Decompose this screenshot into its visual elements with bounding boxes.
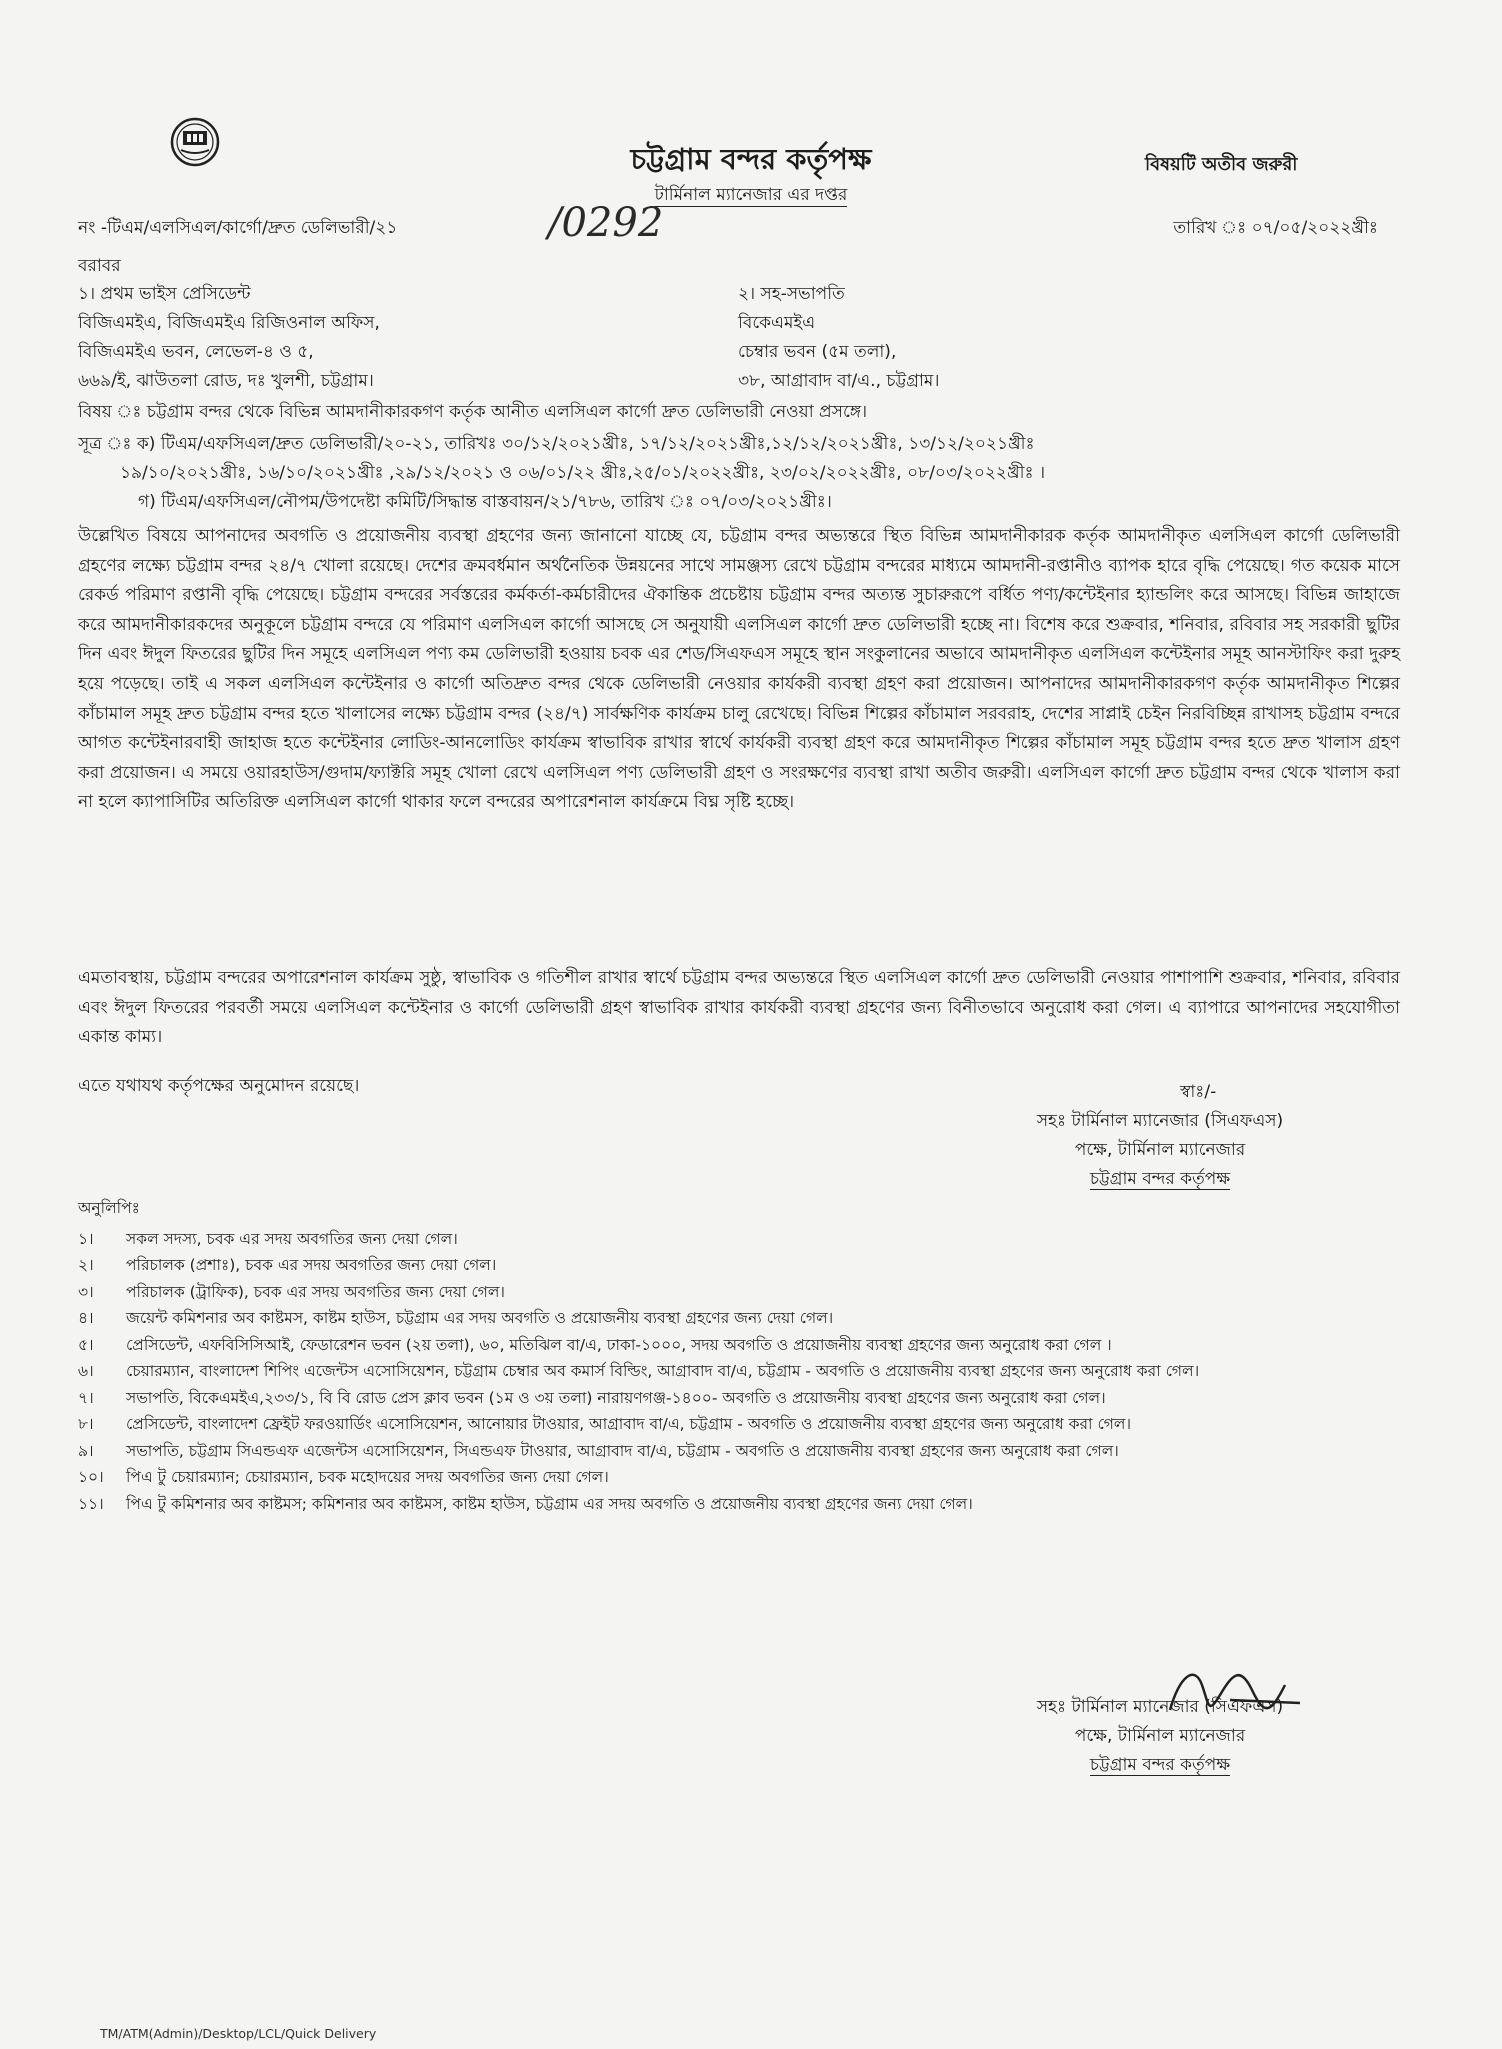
- signatory-organization: চট্টগ্রাম বন্দর কর্তৃপক্ষ: [1089, 1169, 1231, 1189]
- reference-a: সূত্র ঃ ক) টিএম/এফসিএল/দ্রুত ডেলিভারী/২০-২১, তারিখঃ ৩০/১২/২০২১খ্রীঃ, ১৭/১২/২০২১খ্রীঃ,১২/১২/২০২১খ্রীঃ, ১৩/১২/২০২১খ্রীঃ: [78, 434, 1035, 454]
- subject-line: বিষয় ঃ চট্টগ্রাম বন্দর থেকে বিভিন্ন আমদানীকারকগণ কর্তৃক আনীত এলসিএল কার্গো দ্রুত ডেলিভারী নেওয়া প্রসঙ্গে।: [78, 402, 868, 422]
- signatory-on-behalf: পক্ষে, টার্মিনাল ম্যানেজার: [1074, 1726, 1246, 1746]
- list-item: ১১। পিএ টু কমিশনার অব কাষ্টমস; কমিশনার অব কাষ্টমস, কাষ্টম হাউস, চট্টগ্রাম এর সদয় অবগতি ও প্রয়োজনীয় ব্যবস্থা গ্রহণের জন্য দেয়া গেল।: [78, 1494, 973, 1513]
- list-item: ৪। জয়েন্ট কমিশনার অব কাষ্টমস, কাষ্টম হাউস, চট্টগ্রাম এর সদয় অবগতি ও প্রয়োজনীয় ব্যবস্থা গ্রহণের জন্য দেয়া গেল।: [78, 1309, 834, 1327]
- list-item: ৮। প্রেসিডেন্ট, বাংলাদেশ ফ্রেইট ফরওয়ার্ডিং এসোসিয়েশন, আনোয়ার টাওয়ার, আগ্রাবাদ বা/এ, চট্টগ্রাম - অবগতি ও প্রয়োজনীয় ব্যবস্থা গ্রহণের জন্য অনুরোধ করা গেল।: [78, 1415, 1132, 1433]
- recipient-line: ১। প্রথম ভাইস প্রেসিডেন্ট: [78, 284, 251, 304]
- file-path-footer: TM/ATM(Admin)/Desktop/LCL/Quick Delivery: [100, 2026, 377, 2041]
- list-item: ৭। সভাপতি, বিকেএমইএ,২৩৩/১, বি বি রোড প্রেস ক্লাব ভবন (১ম ও ৩য় তলা) নারায়ণগঞ্জ-১৪০০- অবগতি ও প্রয়োজনীয় ব্যবস্থা গ্রহণের জন্য অনুরোধ করা গেল।: [78, 1388, 1106, 1407]
- list-item: ৯। সভাপতি, চট্টগ্রাম সিএন্ডএফ এজেন্টস এসোসিয়েশন, সিএন্ডএফ টাওয়ার, আগ্রাবাদ বা/এ, চট্টগ্রাম - অবগতি ও প্রয়োজনীয় ব্যবস্থা গ্রহণের জন্য অনুরোধ করা গেল।: [78, 1441, 1119, 1460]
- recipient-block-2: [738, 280, 939, 396]
- list-item: ১। সকল সদস্য, চবক এর সদয় অবগতির জন্য দেয়া গেল।: [78, 1229, 458, 1248]
- recipient-line: ৩৮, আগ্রাবাদ বা/এ., চট্টগ্রাম।: [738, 371, 940, 391]
- page-title: চট্টগ্রাম বন্দর কর্তৃপক্ষ: [630, 142, 872, 176]
- handwritten-memo-number: /0292: [548, 200, 664, 246]
- list-item: ১০। পিএ টু চেয়ারম্যান; চেয়ারম্যান, চবক মহোদয়ের সদয় অবগতির জন্য দেয়া গেল।: [78, 1468, 609, 1486]
- list-item: ২। পরিচালক (প্রশাঃ), চবক এর সদয় অবগতির জন্য দেয়া গেল।: [78, 1256, 497, 1274]
- signed-mark: স্বাঃ/-: [1180, 1082, 1217, 1102]
- recipient-block-1: [78, 280, 380, 396]
- body-paragraph-1: উল্লেখিত বিষয়ে আপনাদের অবগতি ও প্রয়োজনীয় ব্যবস্থা গ্রহণের জন্য জানানো যাচ্ছে যে, চট্টগ্রাম বন্দর অভ্যন্তরে স্থিত বিভিন্ন আমদানীকারক কর্তৃক আমদানীকৃত এলসিএল কার্গো ডেলিভারী গ্রহণের লক্ষ্যে চট্টগ্রাম বন্দর ২৪/৭ খোলা রয়েছে। দেশের ক্রমবর্ধমান অর্থনৈতিক উন্নয়নের সাথে সামঞ্জস্য রেখে চট্টগ্রাম বন্দরের মাধ্যমে আমদানী-রপ্তানীও ব্যাপক হারে বৃদ্ধি পেয়েছে। গত কয়েক মাসে রেকর্ড পরিমাণ রপ্তানী বৃদ্ধি পেয়েছে। চট্টগ্রাম বন্দরের সর্বস্তরের কর্মকর্তা-কর্মচারীদের ঐকান্তিক প্রচেষ্টায় চট্টগ্রাম বন্দর অত্যন্ত সুচারুরূপে বর্ধিত পণ্য/কন্টেইনার হ্যান্ডলিং করে আসছে। বিভিন্ন জাহাজে করে আমদানীকারকদের অনুকূলে চট্টগ্রাম বন্দরে যে পরিমাণ এলসিএল কার্গো আসছে সে অনুযায়ী এলসিএল কার্গো দ্রুত ডেলিভারী হচ্ছে না। বিশেষ করে শুক্রবার, শনিবার, রবিবার সহ সরকারী ছুটির দিন এবং ঈদুল ফিতরের ছুটির দিন সমূহে এলসিএল পণ্য কম ডেলিভারী হওয়ায় চবক এর শেড/সিএফএস সমূহে স্থান সংকুলানের অভাবে আমদানীকৃত এলসিএল কন্টেইনার সমূহ আনস্টাফিং করা দুরুহ হয়ে পড়েছে। তাই এ সকল এলসিএল কন্টেইনার ও কার্গো অতিদ্রুত বন্দর থেকে ডেলিভারী নেওয়ার কার্যকরী ব্যবস্থা গ্রহণ করা প্রয়োজন। আপনাদের আমদানীকারকগণ কর্তৃক আমদানীকৃত শিল্পের কাঁচামাল সমূহ দ্রুত চট্টগ্রাম বন্দর হতে খালাসের লক্ষ্যে চট্টগ্রাম বন্দর (২৪/৭) সার্বক্ষণিক কার্যক্রম চালু রেখেছে। বিভিন্ন শিল্পের কাঁচামাল সরবরাহ, দেশের সাপ্লাই চেইন নিরবিচ্ছিন্ন রাখাসহ চট্টগ্রাম বন্দরে আগত কন্টেইনারবাহী জাহাজ হতে কন্টেইনার লোডিং-আনলোডিং কার্যক্রম স্বাভাবিক রাখার স্বার্থে কার্যকরী ব্যবস্থা গ্রহণ করে আমদানীকৃত শিল্পের কাঁচামাল সমূহ চট্টগ্রাম বন্দর হতে দ্রুত খালাস গ্রহণ করা প্রয়োজন। এ সময়ে ওয়ারহাউস/গুদাম/ফ্যাক্টরি সমূহ খোলা রেখে এলসিএল পণ্য ডেলিভারী গ্রহণ ও সংরক্ষণের ব্যবস্থা রাখা অতীব জরুরী। এলসিএল কার্গো দ্রুত চট্টগ্রাম বন্দর থেকে খালাস করা না হলে ক্যাপাসিটির অতিরিক্ত এলসিএল কার্গো থাকার ফলে বন্দরের অপারেশনাল কার্যক্রমে বিঘ্ন সৃষ্টি হচ্ছে।: [78, 526, 1400, 813]
- recipient-line: ৬৬৯/ই, ঝাউতলা রোড, দঃ খুলশী, চট্টগ্রাম।: [78, 371, 374, 391]
- recipient-line: চেম্বার ভবন (৫ম তলা),: [738, 342, 897, 362]
- reference-a-continued: ১৯/১০/২০২১খ্রীঃ, ১৬/১০/২০২১খ্রীঃ ,২৯/১২/২০২১ ও ০৬/০১/২২ খ্রীঃ,২৫/০১/২০২২খ্রীঃ, ২৩/০২/২০২২খ্রীঃ, ০৮/০৩/২০২২খ্রীঃ ।: [120, 463, 1046, 483]
- recipient-line: ২। সহ-সভাপতি: [738, 284, 845, 304]
- recipient-line: বিজিএমইএ, বিজিএমইএ রিজিওনাল অফিস,: [78, 313, 380, 333]
- signatory-designation: সহঃ টার্মিনাল ম্যানেজার (সিএফএস): [1036, 1697, 1284, 1717]
- recipient-line: বিকেএমইএ: [738, 313, 816, 333]
- reference-g: গ) টিএম/এফসিএল/নৌপম/উপদেষ্টা কমিটি/সিদ্ধান্ত বাস্তবায়ন/২১/৭৮৬, তারিখ ঃ ০৭/০৩/২০২১খ্রীঃ।: [138, 492, 832, 512]
- copies-heading: অনুলিপিঃ: [78, 1199, 140, 1217]
- signature-block: [950, 1078, 1370, 1194]
- signatory-on-behalf: পক্ষে, টার্মিনাল ম্যানেজার: [1074, 1140, 1246, 1160]
- office-subtitle: টার্মিনাল ম্যানেজার এর দপ্তর: [654, 185, 848, 205]
- urgency-note: বিষয়টি অতীব জরুরী: [1145, 154, 1298, 175]
- signatory-organization: চট্টগ্রাম বন্দর কর্তৃপক্ষ: [1089, 1755, 1231, 1775]
- body-paragraph-2: এমতাবস্থায়, চট্টগ্রাম বন্দরের অপারেশনাল কার্যক্রম সুষ্ঠু, স্বাভাবিক ও গতিশীল রাখার স্বার্থে চট্টগ্রাম বন্দর অভ্যন্তরে স্থিত এলসিএল কার্গো দ্রুত ডেলিভারী নেওয়ার পাশাপাশি শুক্রবার, শনিবার, রবিবার এবং ঈদুল ফিতরের পরবর্তী সময়ে এলসিএল কন্টেইনার ও কার্গো ডেলিভারী গ্রহণ স্বাভাবিক রাখার কার্যকরী ব্যবস্থা গ্রহণের জন্য বিনীতভাবে অনুরোধ করা গেল। এ ব্যাপারে আপনাদের সহযোগীতা একান্ত কাম্য।: [78, 968, 1400, 1048]
- memo-reference-number: নং -টিএম/এলসিএল/কার্গো/দ্রুত ডেলিভারী/২১: [78, 218, 398, 238]
- approval-note: এতে যথাযথ কর্তৃপক্ষের অনুমোদন রয়েছে।: [78, 1076, 360, 1096]
- signatory-designation: সহঃ টার্মিনাল ম্যানেজার (সিএফএস): [1036, 1111, 1284, 1131]
- list-item: ৬। চেয়ারম্যান, বাংলাদেশ শিপিং এজেন্টস এসোসিয়েশন, চট্টগ্রাম চেম্বার অব কমার্স বিল্ডিং, আগ্রাবাদ বা/এ, চট্টগ্রাম - অবগতি ও প্রয়োজনীয় ব্যবস্থা গ্রহণের জন্য অনুরোধ করা গেল।: [78, 1362, 1200, 1380]
- list-item: ৩। পরিচালক (ট্রাফিক), চবক এর সদয় অবগতির জন্য দেয়া গেল।: [78, 1282, 505, 1301]
- list-item: ৫। প্রেসিডেন্ট, এফবিসিসিআই, ফেডারেশন ভবন (২য় তলা), ৬০, মতিঝিল বা/এ, ঢাকা-১০০০, সদয় অবগতি ও প্রয়োজনীয় ব্যবস্থা গ্রহণের জন্য অনুরোধ করা গেল ।: [78, 1335, 1112, 1354]
- recipient-line: বিজিএমইএ ভবন, লেভেল-৪ ও ৫,: [78, 342, 314, 362]
- memo-date: তারিখ ঃ ০৭/০৫/২০২২খ্রীঃ: [1173, 218, 1378, 238]
- signature-block-2: [950, 1693, 1370, 1780]
- copies-list: [78, 1195, 1408, 1517]
- references: [78, 430, 1398, 517]
- addressee-label: বরাবর: [78, 256, 121, 276]
